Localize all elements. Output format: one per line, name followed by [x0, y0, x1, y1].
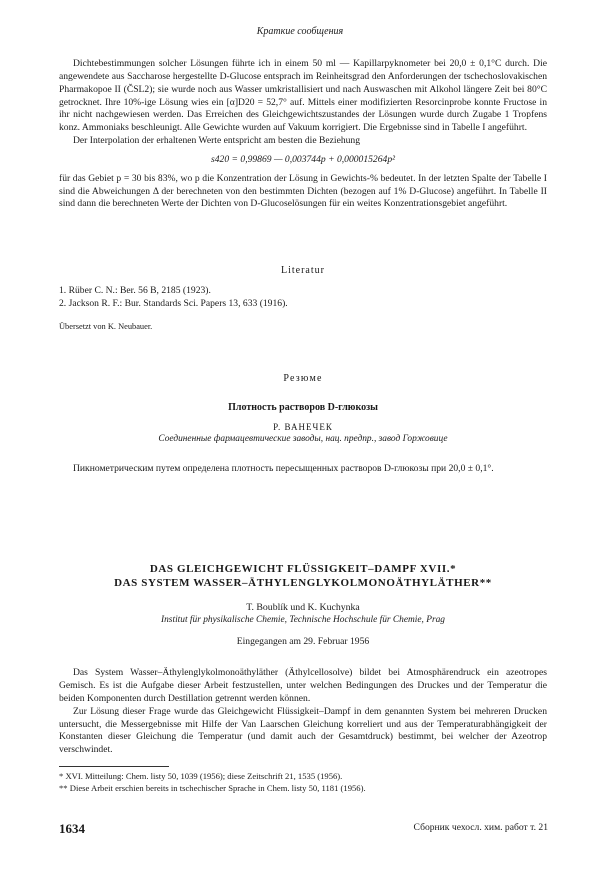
article-affiliation: Institut für physikalische Chemie, Technische Hochschule für Chemie, Prag: [161, 614, 445, 625]
article-title-line-2: DAS SYSTEM WASSER–ÄTHYLENGLYKOLMONOÄTHYLÄTHER**: [114, 577, 492, 590]
resume-affiliation: Соединенные фармацевтические заводы, нац. предпр., завод Горжовице: [158, 433, 448, 444]
intro-section: [59, 58, 547, 211]
reference-item: 1. Rüber C. N.: Ber. 56 B, 2185 (1923).: [59, 285, 211, 297]
journal-name: Сборник чехосл. хим. работ т. 21: [413, 822, 548, 833]
article-paragraph-1: Das System Wasser–Äthylenglykolmonoäthyläther (Äthylcellosolve) bildet bei Atmosphärendruck ein azeotropes Gemisch. Es ist die Aufgabe dieser Arbeit festzustellen, unter welchen Bedingungen des Druckes und der Temperatur die beiden Komponenten durch Destillation getrennt werden können.: [59, 667, 547, 704]
article-title-line-1: DAS GLEICHGEWICHT FLÜSSIGKEIT–DAMPF XVII.*: [149, 563, 457, 575]
literatur-heading: Literatur: [281, 265, 325, 276]
reference-list: [59, 285, 547, 311]
footnotes: [59, 771, 547, 794]
footnote-rule: [59, 766, 169, 767]
literatur-section: [59, 264, 547, 332]
article-section: [59, 562, 547, 757]
intro-paragraph-3: für das Gebiet p = 30 bis 83%, wo p die Konzentration der Lösung in Gewichts-% bedeutet. In der letzten Spalte der Tabelle I sind die Abweichungen Δ der berechneten von den bestimmten Dichten (bezogen auf 1% D-Glucose) angeführt. In Tabelle II sind dann die berechneten Werte der Dichten von D-Glucoselösungen für ein weites Konzentrationsgebiet angeführt.: [59, 172, 547, 210]
page-number: 1634: [59, 821, 85, 836]
running-head: Краткие сообщения: [256, 26, 344, 37]
footnote-item: ** Diese Arbeit erschien bereits in tschechischer Sprache in Chem. listy 50, 1181 (1956).: [59, 782, 366, 793]
translator-note: Übersetzt von K. Neubauer.: [59, 322, 153, 332]
resume-section: [59, 372, 547, 476]
footnote-item: * XVI. Mitteilung: Chem. listy 50, 1039 (1956); diese Zeitschrift 21, 1535 (1956).: [59, 771, 343, 781]
intro-paragraph-2: Der Interpolation der erhaltenen Werte entspricht am besten die Beziehung: [73, 135, 361, 147]
resume-title: Плотность растворов D-глюкозы: [228, 402, 378, 414]
resume-author: Р. ВАНЕЧЕК: [273, 421, 333, 432]
article-paragraph-2: Zur Lösung dieser Frage wurde das Gleichgewicht Flüssigkeit–Dampf in dem genannten System bei mehreren Drucken untersucht, die Messergebnisse mit Hilfe der Van Laarschen Gleichung korreliert und aus der Temperaturabhängigkeit der Konstanten dieser Gleichung die Temperatur (und damit auch der Gesamtdruck) bestimmt, bei welcher der Azeotrop verschwindet.: [59, 705, 547, 756]
article-authors: T. Boublík und K. Kuchynka: [246, 601, 360, 613]
density-formula: s420 = 0,99869 — 0,003744p + 0,000015264p²: [211, 153, 395, 165]
reference-item: 2. Jackson R. F.: Bur. Standards Sci. Papers 13, 633 (1916).: [59, 298, 288, 310]
received-date: Eingegangen am 29. Februar 1956: [236, 636, 370, 648]
resume-text: Пикнометрическим путем определена плотность пересыщенных растворов D-глюкозы при 20,0 ± 0,1°.: [73, 463, 494, 475]
resume-heading: Резюме: [283, 373, 323, 384]
intro-paragraph-1: Dichtebestimmungen solcher Lösungen führte ich in einem 50 ml — Kapillarpyknometer bei 20,0 ± 0,1°C durch. Die angewendete aus Saccharose hergestellte D-Glucose entsprach im Reinheitsgrad den Anforderungen der tschechoslovakischen Pharmakopoe II (ČSL2); sie wurde noch aus Wasser umkristallisiert und nach Auswaschen mit Alkohol längere Zeit bei 80°C getrocknet. Ihre 10%-ige Lösung wies ein [α]D20 = 52,7° auf. Mittels einer modifizierten Resorcinprobe konnte Fructose in ihr nicht nachgewiesen werden. Das Erreichen des Gleichgewichtszustandes der Lösungen wurde durch Zugabe 1 Tropfens konz. Ammoniaks beschleunigt. Alle Gewichte wurden auf Vakuum korrigiert. Die Ergebnisse sind in Tabelle I angeführt.: [59, 58, 547, 134]
